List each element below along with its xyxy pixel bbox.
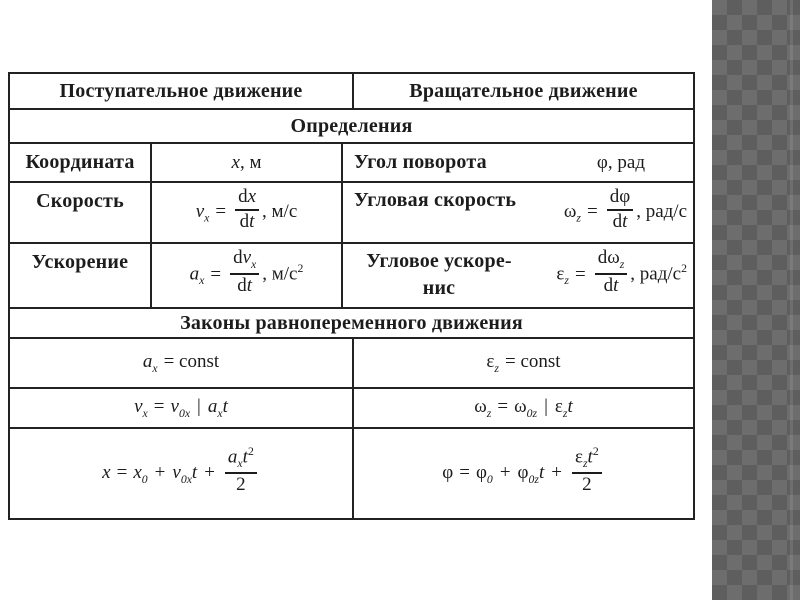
domega-dt-fraction: $\frac{d\omega_z}{dt}$ bbox=[595, 248, 628, 296]
dx-dt-fraction: $\frac{dx}{dt}$ bbox=[235, 187, 259, 232]
at2-over-2-fraction: $\frac{a_xt^2}{2}$ bbox=[225, 446, 257, 495]
coordinate-row bbox=[10, 142, 693, 181]
slide-side-decoration bbox=[712, 0, 800, 600]
velocity-row bbox=[10, 181, 693, 242]
angular-acceleration-cell bbox=[343, 244, 693, 307]
velocity-label-cell bbox=[10, 183, 152, 242]
rotation-angle-value bbox=[597, 152, 645, 174]
coordinate-label: Координата bbox=[25, 151, 135, 173]
angular-velocity-label: Угловая скорость bbox=[354, 189, 517, 211]
coordinate-symbol: x bbox=[231, 151, 240, 173]
dphi-dt-fraction: $\frac{d\varphi}{dt}$ bbox=[607, 187, 633, 232]
position-law-right-cell bbox=[354, 429, 693, 518]
velocity-law-left-cell bbox=[10, 389, 354, 427]
definitions-section-row bbox=[10, 108, 693, 142]
rotation-angle-unit: , рад bbox=[607, 151, 645, 173]
header-rotational-cell bbox=[354, 74, 693, 108]
et2-over-2-fraction: $\frac{\varepsilon_zt^2}{2}$ bbox=[572, 446, 602, 495]
table-header-row bbox=[10, 74, 693, 108]
velocity-law-row bbox=[10, 387, 693, 427]
coordinate-value bbox=[232, 152, 262, 174]
const-law-right-cell bbox=[354, 339, 693, 387]
coordinate-label-cell bbox=[10, 144, 152, 181]
position-law-left-formula: $x = x_0 + v_{0x}t$ + $\frac{a_xt^2}{2}$ bbox=[102, 449, 260, 498]
coordinate-unit: , м bbox=[239, 151, 262, 173]
coordinate-value-cell bbox=[152, 144, 343, 181]
laws-title-cell bbox=[10, 309, 693, 337]
angular-velocity-formula: $\omega_z$ = $\frac{d\varphi}{dt}$ , рад/с bbox=[563, 185, 687, 232]
velocity-law-left-formula: $v_x = v_{0x}$ | $a_xt$ bbox=[134, 395, 228, 420]
position-law-right-formula: $\varphi = \varphi_0 + \varphi_{0z}t$ + $\frac{\varepsilon_zt^2}{2}$ bbox=[442, 449, 604, 498]
definitions-title-cell bbox=[10, 110, 693, 142]
definitions-title: Определения bbox=[290, 114, 413, 137]
angular-velocity-cell bbox=[343, 183, 693, 242]
position-law-left-cell bbox=[10, 429, 354, 518]
header-translational-cell bbox=[10, 74, 354, 108]
angular-velocity-unit: , рад/с bbox=[636, 200, 687, 222]
header-translational-label: Поступательное движение bbox=[59, 79, 303, 102]
angular-acceleration-label: Угловое ускоре- нис bbox=[366, 250, 512, 299]
dv-dt-fraction: $\frac{dv_x}{dt}$ bbox=[230, 248, 259, 296]
position-law-row bbox=[10, 427, 693, 518]
velocity-formula-cell bbox=[152, 183, 343, 242]
const-law-row bbox=[10, 337, 693, 387]
acceleration-formula-cell bbox=[152, 244, 343, 307]
laws-section-row bbox=[10, 307, 693, 337]
acceleration-unit: , м/с bbox=[262, 263, 298, 285]
velocity-law-right-cell bbox=[354, 389, 693, 427]
const-law-right-formula: $\varepsilon_z$ = const bbox=[486, 350, 561, 375]
angular-acceleration-formula: $\varepsilon_z$ = $\frac{d\omega_z}{dt}$ , рад/$с^2$ bbox=[556, 247, 687, 296]
motion-comparison-table bbox=[8, 72, 695, 520]
rotation-angle-symbol: φ bbox=[596, 151, 608, 173]
laws-title: Законы равнопеременного движения bbox=[180, 311, 523, 334]
rotation-angle-label: Угол поворота bbox=[354, 151, 487, 173]
header-rotational-label: Вращательное движение bbox=[409, 79, 638, 102]
const-law-left-cell bbox=[10, 339, 354, 387]
acceleration-label-cell bbox=[10, 244, 152, 307]
velocity-unit: , м/с bbox=[262, 200, 298, 222]
velocity-formula: $v_x$ = $\frac{dx}{dt}$ , м/с bbox=[195, 185, 298, 232]
angular-acceleration-unit: , рад/с bbox=[630, 263, 682, 285]
acceleration-formula: $a_x$ = $\frac{dv_x}{dt}$ , $м/с^2$ bbox=[189, 247, 304, 296]
acceleration-row bbox=[10, 242, 693, 307]
velocity-law-right-formula: $\omega_z = \omega_{0z}$ | $\varepsilon_zt$ bbox=[474, 395, 573, 420]
acceleration-label: Ускорение bbox=[31, 251, 129, 273]
rotation-angle-cell bbox=[343, 144, 693, 181]
velocity-label: Скорость bbox=[36, 190, 124, 212]
const-law-left-formula: $a_x$ = const bbox=[142, 350, 220, 375]
